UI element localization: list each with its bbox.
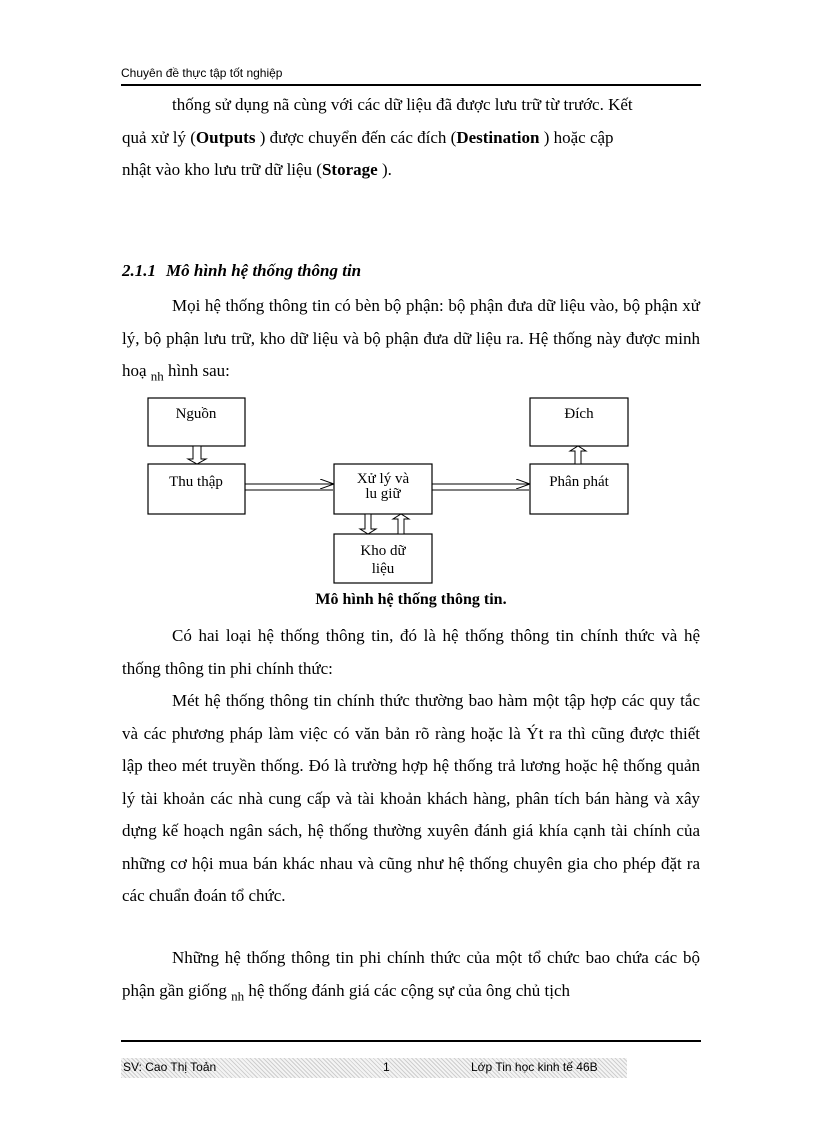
components-end: hình sau: [168, 361, 230, 380]
formal-text: Mét hệ thống thông tin chính thức thường bao hàm một tập hợp các quy tắc và các phương pháp làm việc có văn bản rõ ràng hoặc là Ýt ra thì cũng được thiết lập theo mét truyền thống. Đó là trường hợp hệ thống trả lương hoặc hệ thống quản lý tài khoản các nhà cung cấp và tài khoản khách hàng, phân tích bán hàng và xây dựng kế hoạch ngân sách, hệ thống thường xuyên đánh giá khía cạnh tài chính của những cơ hội mua bán khác nhau và cũng như hệ thống chuyên gia cho phép đặt ra các chuẩn đoán tổ chức. [122, 691, 700, 905]
arrow-distribute-to-destination [570, 446, 586, 464]
section-title: Mô hình hệ thống thông tin [166, 261, 362, 280]
label-process-line-2: lu giữ [365, 486, 401, 502]
label-destination: Đích [564, 406, 594, 422]
header-title: Chuyên đề thực tập tốt nghiệp [121, 66, 283, 80]
page-footer [121, 1040, 701, 1080]
paragraph-informal [122, 942, 700, 1012]
term-storage: Storage [321, 160, 378, 179]
arrow-source-to-collect [188, 446, 206, 464]
label-storage-line-1: Kho dữ [360, 543, 406, 559]
section-number: 2.1.1 [122, 261, 156, 280]
text-run: ) hoặc cập [539, 127, 614, 147]
informal-text: Những hệ thống thông tin phi chính thức của một tổ chức bao chứa các bộ phận gần giống [122, 948, 700, 1000]
arrow-storage-to-process [393, 514, 409, 534]
label-source: Nguồn [175, 406, 217, 422]
text-run: ) được chuyển đến các đích ( [255, 127, 457, 147]
text-run: quả xử lý ( [122, 127, 196, 147]
informal-text-end: hệ thống đánh giá các cộng sự của ông chủ tịch [248, 980, 571, 1000]
arrow-process-to-storage [360, 514, 376, 534]
components-text: Mọi hệ thống thông tin có bèn bộ phận: bộ phận đưa dữ liệu vào, bộ phận xử lý, bộ phận lưu trữ, kho dữ liệu và bộ phận đưa dữ liệu ra. Hệ thống này được minh hoạ [122, 296, 700, 380]
types-text: Có hai loại hệ thống thông tin, đó là hệ thống thông tin chính thức và hệ thống thông tin phi chính thức: [122, 626, 700, 678]
footer-class: Lớp Tin học kinh tế 46B [471, 1060, 598, 1074]
label-storage-line-2: liệu [371, 561, 395, 577]
footer-band [121, 1058, 627, 1078]
label-distribute: Phân phát [549, 474, 609, 490]
paragraph-formal [122, 685, 700, 913]
footer-page-number: 1 [383, 1060, 390, 1074]
footer-student: SV: Cao Thị Toản [123, 1060, 217, 1074]
term-destination: Destination [456, 127, 540, 147]
intro-line-1: thống sử dụng nã cùng với các dữ liệu đã được lưu trữ từ trước. Kết [172, 95, 633, 114]
label-process-line-1: Xử lý và [356, 471, 410, 487]
text-run: ). [377, 160, 392, 179]
diagram-caption: Mô hình hệ thống thông tin. [315, 591, 507, 608]
components-small-text: nh [150, 368, 164, 384]
text-run: nhật vào kho lưu trữ dữ liệu ( [122, 160, 322, 179]
term-outputs: Outputs [195, 127, 256, 147]
label-collect: Thu thập [169, 474, 223, 490]
paragraph-types [122, 620, 700, 685]
informal-small-text: nh [231, 987, 245, 1003]
